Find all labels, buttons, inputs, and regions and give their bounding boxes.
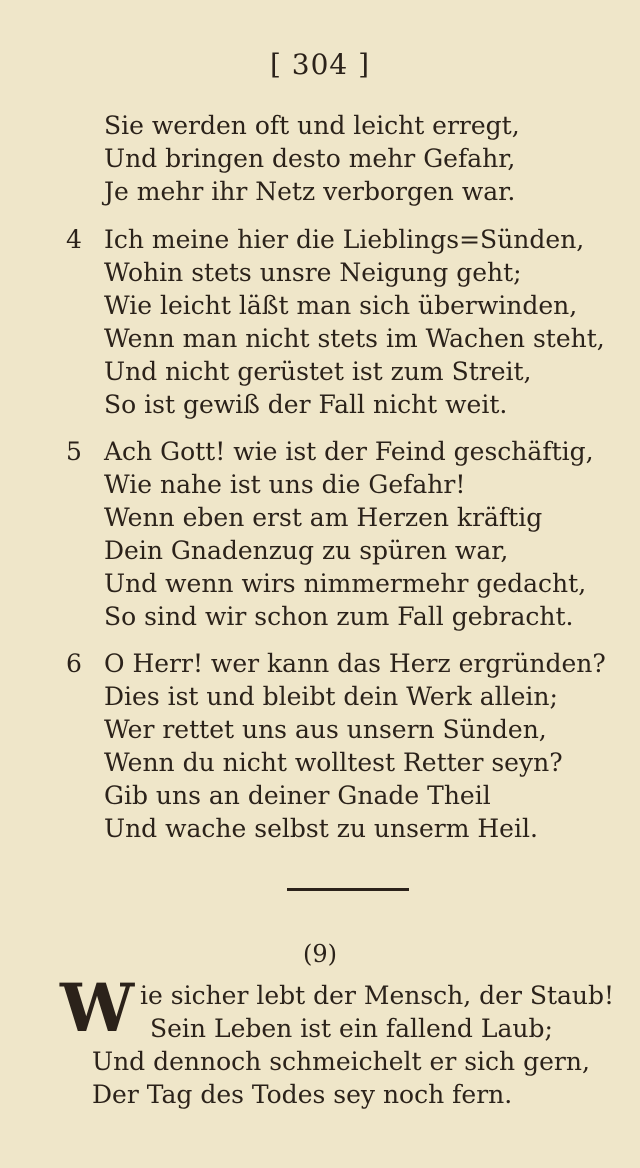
section-divider [287,888,409,891]
drop-cap-initial: W [60,969,135,1047]
verse-line: Der Tag des Todes sey noch fern. [92,1080,513,1109]
verse-line: Und dennoch schmeichelt er sich gern, [92,1047,590,1076]
verse-line: Sein Leben ist ein fallend Laub; [150,1014,553,1043]
verse-line: Wer rettet uns aus unsern Sünden, [104,715,547,744]
verse-line: Ach Gott! wie ist der Feind geschäftig, [104,437,594,466]
verse-line: Dies ist und bleibt dein Werk allein; [104,682,558,711]
verse-line: Sie werden oft und leicht erregt, [104,111,520,140]
page-number: [ 304 ] [269,48,371,81]
verse-line: So ist gewiß der Fall nicht weit. [104,390,508,419]
verse-line: Wie nahe ist uns die Gefahr! [104,470,466,499]
verse-line: Je mehr ihr Netz verborgen war. [104,177,516,206]
verse-line: Wenn du nicht wolltest Retter seyn? [104,748,563,777]
stanza-number: 6 [66,649,82,678]
verse-line: Und bringen desto mehr Gefahr, [104,144,516,173]
verse-line: Und wache selbst zu unserm Heil. [104,814,538,843]
verse-line: ie sicher lebt der Mensch, der Staub! [140,981,615,1010]
verse-line: Wenn man nicht stets im Wachen steht, [104,324,605,353]
verse-line: Wohin stets unsre Neigung geht; [104,258,522,287]
verse-line: Gib uns an deiner Gnade Theil [104,781,491,810]
verse-line: Ich meine hier die Lieblings=Sünden, [104,225,585,254]
verse-line: Und wenn wirs nimmermehr gedacht, [104,569,587,598]
verse-line: Wenn eben erst am Herzen kräftig [104,503,543,532]
hymn-number: (9) [303,940,337,968]
stanza-number: 5 [66,437,82,466]
stanza-number: 4 [66,225,82,254]
verse-line: O Herr! wer kann das Herz ergründen? [104,649,606,678]
verse-line: So sind wir schon zum Fall gebracht. [104,602,574,631]
verse-line: Dein Gnadenzug zu spüren war, [104,536,509,565]
verse-line: Wie leicht läßt man sich überwinden, [104,291,578,320]
verse-line: Und nicht gerüstet ist zum Streit, [104,357,532,386]
